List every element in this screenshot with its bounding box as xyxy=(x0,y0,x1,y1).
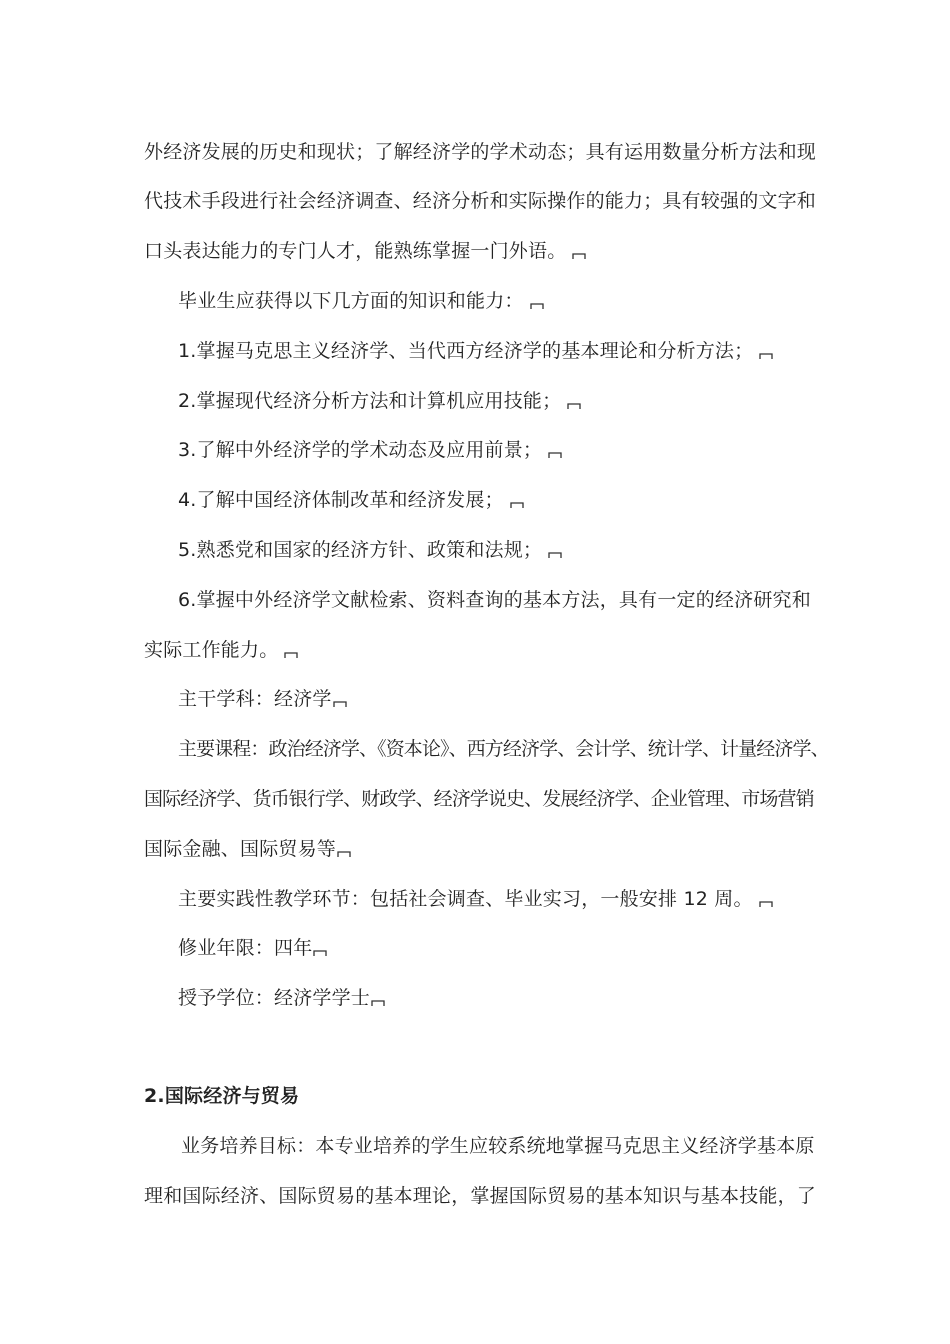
paragraph-end-mark-icon xyxy=(759,900,773,908)
paragraph-end-mark-icon xyxy=(567,402,581,410)
text-line xyxy=(178,985,385,1011)
line-text: 外经济发展的历史和现状；了解经济学的学术动态；具有运用数量分析方法和现 xyxy=(144,141,817,163)
text-line xyxy=(178,736,829,762)
text-line xyxy=(144,786,814,812)
paragraph-end-mark-icon xyxy=(313,949,327,957)
text-line xyxy=(178,288,544,314)
line-text: 2.掌握现代经济分析方法和计算机应用技能； xyxy=(178,390,562,412)
line-text: 主干学科：经济学 xyxy=(178,688,332,710)
line-text: 代技术手段进行社会经济调查、经济分析和实际操作的能力；具有较强的文字和 xyxy=(144,190,817,212)
paragraph-end-mark-icon xyxy=(333,700,347,708)
line-text: 业务培养目标：本专业培养的学生应较系统地掌握马克思主义经济学基本原 xyxy=(181,1135,815,1157)
line-text: 理和国际经济、国际贸易的基本理论，掌握国际贸易的基本知识与基本技能，了 xyxy=(144,1185,817,1207)
paragraph-end-mark-icon xyxy=(510,501,524,509)
paragraph-end-mark-icon xyxy=(759,352,773,360)
text-line xyxy=(144,139,816,165)
text-line xyxy=(181,1133,815,1159)
line-text: 国际金融、国际贸易等 xyxy=(144,838,337,860)
line-text: 5.熟悉党和国家的经济方针、政策和法规； xyxy=(178,539,543,561)
line-text: 授予学位：经济学学士 xyxy=(178,987,371,1009)
line-text: 3.了解中外经济学的学术动态及应用前景； xyxy=(178,439,543,461)
paragraph-end-mark-icon xyxy=(530,302,544,310)
paragraph-end-mark-icon xyxy=(572,252,586,260)
line-text: 4.了解中国经济体制改革和经济发展； xyxy=(178,489,504,511)
paragraph-end-mark-icon xyxy=(371,999,385,1007)
text-line xyxy=(178,886,773,912)
paragraph-end-mark-icon xyxy=(284,651,298,659)
section-heading xyxy=(144,1083,299,1109)
line-text: 口头表达能力的专门人才，能熟练掌握一门外语。 xyxy=(144,240,567,262)
text-line xyxy=(144,1183,816,1209)
paragraph-end-mark-icon xyxy=(548,551,562,559)
line-text: 主要实践性教学环节：包括社会调查、毕业实习，一般安排 12 周。 xyxy=(178,888,753,910)
text-line xyxy=(144,637,298,663)
line-text: 毕业生应获得以下几方面的知识和能力： xyxy=(178,290,524,312)
line-text: 主要课程：政治经济学、《资本论》、西方经济学、会计学、统计学、计量经济学、 xyxy=(178,738,829,760)
paragraph-end-mark-icon xyxy=(548,451,562,459)
text-line xyxy=(144,188,816,214)
section-heading-text: 2.国际经济与贸易 xyxy=(144,1085,300,1107)
line-text: 6.掌握中外经济学文献检索、资料查询的基本方法，具有一定的经济研究和 xyxy=(178,589,811,611)
text-line xyxy=(178,437,562,463)
paragraph-end-mark-icon xyxy=(337,850,351,858)
text-line xyxy=(178,935,327,961)
text-line xyxy=(178,338,773,364)
text-line xyxy=(178,388,581,414)
text-line xyxy=(178,487,524,513)
line-text: 1.掌握马克思主义经济学、当代西方经济学的基本理论和分析方法； xyxy=(178,340,754,362)
line-text: 修业年限：四年 xyxy=(178,937,313,959)
text-line xyxy=(178,686,347,712)
text-line xyxy=(144,836,351,862)
line-text: 实际工作能力。 xyxy=(144,639,279,661)
text-line xyxy=(144,238,586,264)
text-line xyxy=(178,587,811,613)
line-text: 国际经济学、货币银行学、财政学、经济学说史、发展经济学、企业管理、市场营销 xyxy=(144,788,814,810)
text-line xyxy=(178,537,562,563)
